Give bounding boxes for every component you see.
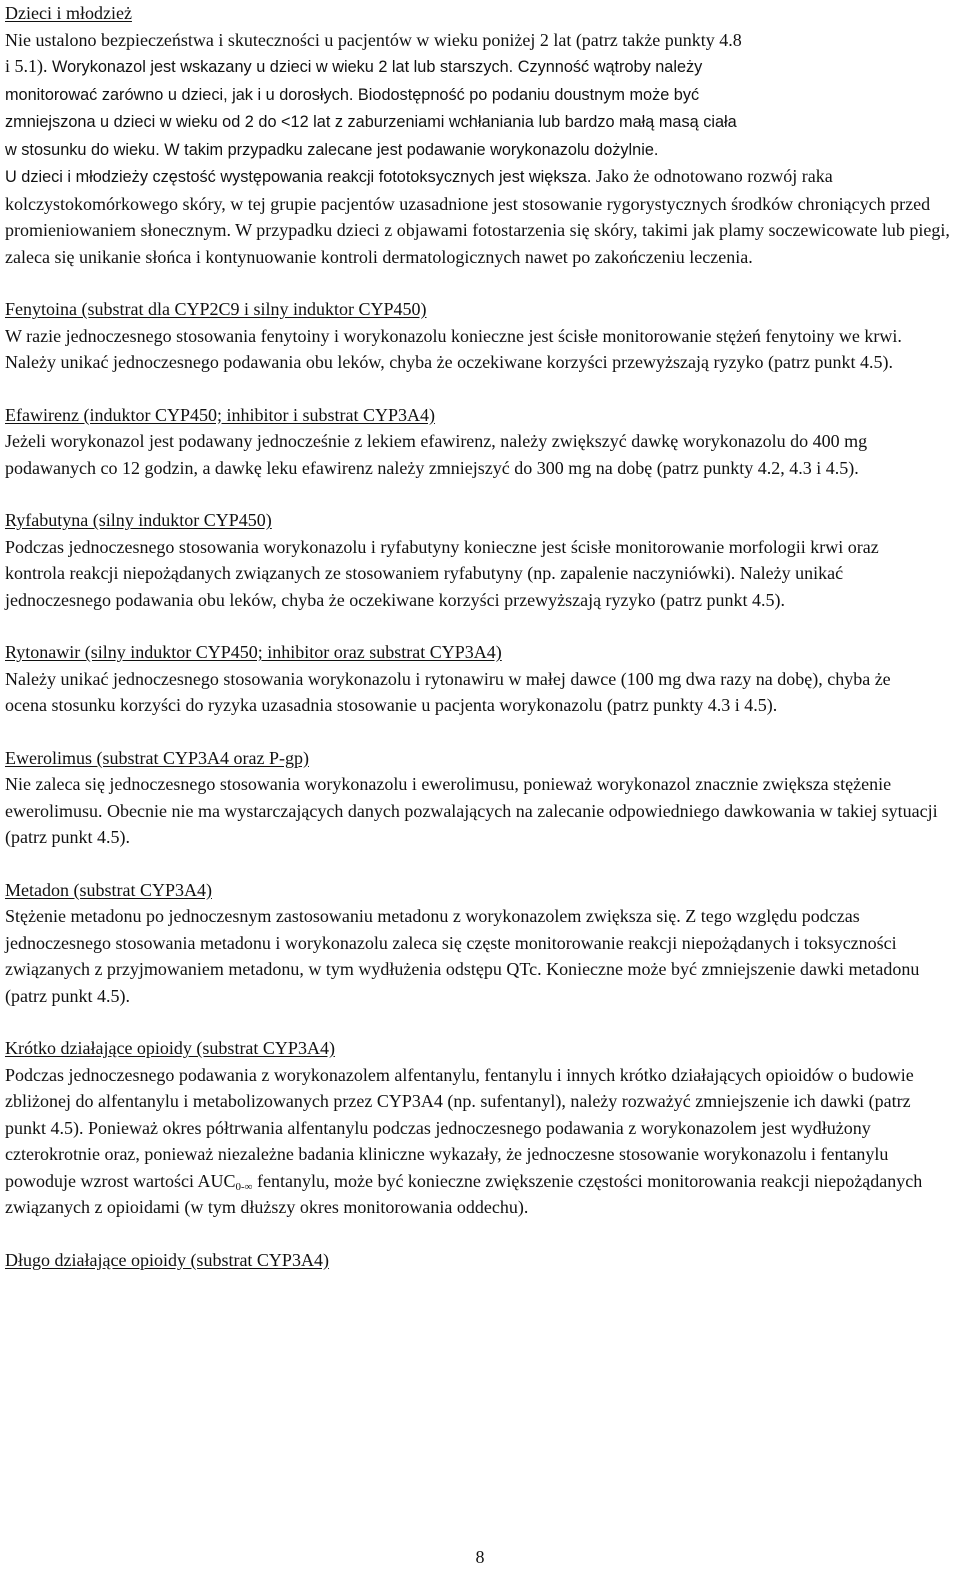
section-heading: Ewerolimus (substrat CYP3A4 oraz P-gp) [5,747,309,768]
text-span: Jako że odnotowano rozwój raka kolczystokomórkowego skóry, w tej grupie pacjentów uzasadnione jest stosowanie rygorystycznych środków chroniących przed promieniowaniem słonecznym. W przypadku dzieci z objawami fotostarzenia się skóry, takimi jak plamy soczewicowate lub piegi, zaleca się unikanie słońca i kontynuowanie kontroli dermatologicznych nawet po zakończeniu leczenia. [5,166,950,267]
paragraph: Podczas jednoczesnego stosowania worykonazolu i ryfabutyny konieczne jest ścisłe monitorowanie morfologii krwi oraz kontrola reakcji niepożądanych związanych ze stosowaniem ryfabutyny (np. zapalenie naczyniówki). Należy unikać jednoczesnego podawania obu leków, chyba że oczekiwane korzyści przewyższają ryzyko (patrz punkt 4.5). [5,536,879,610]
section-heading: Efawirenz (induktor CYP450; inhibitor i substrat CYP3A4) [5,404,435,425]
interaction-section [5,296,955,376]
section-heading: Ryfabutyna (silny induktor CYP450) [5,510,272,530]
paragraph: Należy unikać jednoczesnego stosowania worykonazolu i rytonawiru w małej dawce (100 mg dwa razy na dobę), chyba że ocena stosunku korzyści do ryzyka uzasadnia stosowanie u pacjenta worykonazolu (patrz punkty 4.3 i 4.5). [5,668,891,715]
interaction-section [5,745,955,851]
paragraph [5,163,950,270]
interaction-section [5,639,955,719]
paragraph: Stężenie metadonu po jednoczesnym zastosowaniu metadonu z worykonazolem zwiększa się. Z tego względu podczas jednoczesnego stosowania metadonu i worykonazolu zaleca się częste monitorowanie reakcji niepożądanych i toksyczności związanych z przyjmowaniem metadonu, w tym wydłużenia odstępu QTc. Konieczne może być zmniejszenie dawki metadonu (patrz punkt 4.5). [5,906,920,1006]
text-line: monitorować zarówno u dzieci, jak i u dorosłych. Biodostępność po podaniu doustnym może być [5,85,700,104]
pediatric-section [5,0,955,270]
page-number: 8 [475,1547,485,1567]
section-heading: Rytonawir (silny induktor CYP450; inhibitor oraz substrat CYP3A4) [5,642,502,662]
text-line: zmniejszona u dzieci w wieku od 2 do <12 lat z zaburzeniami wchłaniania lub bardzo małą masą ciała [5,113,737,131]
paragraph: W razie jednoczesnego stosowania fenytoiny i worykonazolu konieczne jest ścisłe monitorowanie stężeń fenytoiny we krwi. Należy unikać jednoczesnego podawania obu leków, chyba że oczekiwane korzyści przewyższają ryzyko (patrz punkt 4.5). [5,325,902,372]
interaction-section [5,1247,955,1274]
interaction-section [5,402,955,482]
document-page [5,0,955,1273]
text-line: Worykonazol jest wskazany u dzieci w wieku 2 lat lub starszych. Czynność wątroby należy [52,58,703,76]
section-heading: Krótko działające opioidy (substrat CYP3A4) [5,1038,335,1058]
paragraph: Nie zaleca się jednoczesnego stosowania worykonazolu i ewerolimusu, ponieważ worykonazol znacznie zwiększa stężenie ewerolimusu. Obecnie nie ma wystarczających danych pozwalających na zalecanie odpowiedniego dawkowania w takiej sytuacji (patrz punkt 4.5). [5,774,938,847]
text-line: w stosunku do wieku. W takim przypadku zalecane jest podawanie worykonazolu dożylnie. [5,140,659,159]
section-heading: Długo działające opioidy (substrat CYP3A4) [5,1249,329,1270]
text-span: fentanylu, może być konieczne zwiększenie częstości monitorowania reakcji niepożądanych związanych z opioidami (w tym dłuższy okres monitorowania oddechu). [5,1170,923,1217]
auc-subscript: 0-∞ [235,1180,253,1193]
paragraph: Jeżeli worykonazol jest podawany jednocześnie z lekiem efawirenz, należy zwiększyć dawkę worykonazolu do 400 mg podawanych co 12 godzin, a dawkę leku efawirenz należy zmniejszyć do 300 mg na dobę (patrz punkty 4.2, 4.3 i 4.5). [5,431,868,478]
interaction-section [5,1035,955,1221]
text-line: Nie ustalono bezpieczeństwa i skuteczności u pacjentów w wieku poniżej 2 lat (patrz także punkty 4.8 [5,29,742,50]
text-span: Podczas jednoczesnego podawania z worykonazolem alfentanylu, fentanylu i innych krótko działających opioidów o budowie zbliżonej do alfentanylu i metabolizowanych przez CYP3A4 (np. sufentanyl), należy rozważyć zmniejszenie ich dawki (patrz punkt 4.5). Ponieważ okres półtrwania alfentanylu podczas jednoczesnego podawania z worykonazolem jest wydłużony czterokrotnie oraz, ponieważ niezależne badania kliniczne wykazały, że jednoczesne stosowanie worykonazolu i fentanylu powoduje wzrost wartości AUC [5,1064,914,1191]
paragraph [5,27,955,164]
paragraph [5,1062,950,1221]
text-line: i 5.1). [5,56,52,76]
section-heading: Metadon (substrat CYP3A4) [5,879,212,900]
interaction-section [5,507,955,613]
section-heading: Dzieci i młodzież [5,3,132,23]
interaction-section [5,877,955,1010]
text-span: U dzieci i młodzieży częstość występowania reakcji fototoksycznych jest większa. [5,168,592,186]
section-heading: Fenytoina (substrat dla CYP2C9 i silny induktor CYP450) [5,299,427,319]
